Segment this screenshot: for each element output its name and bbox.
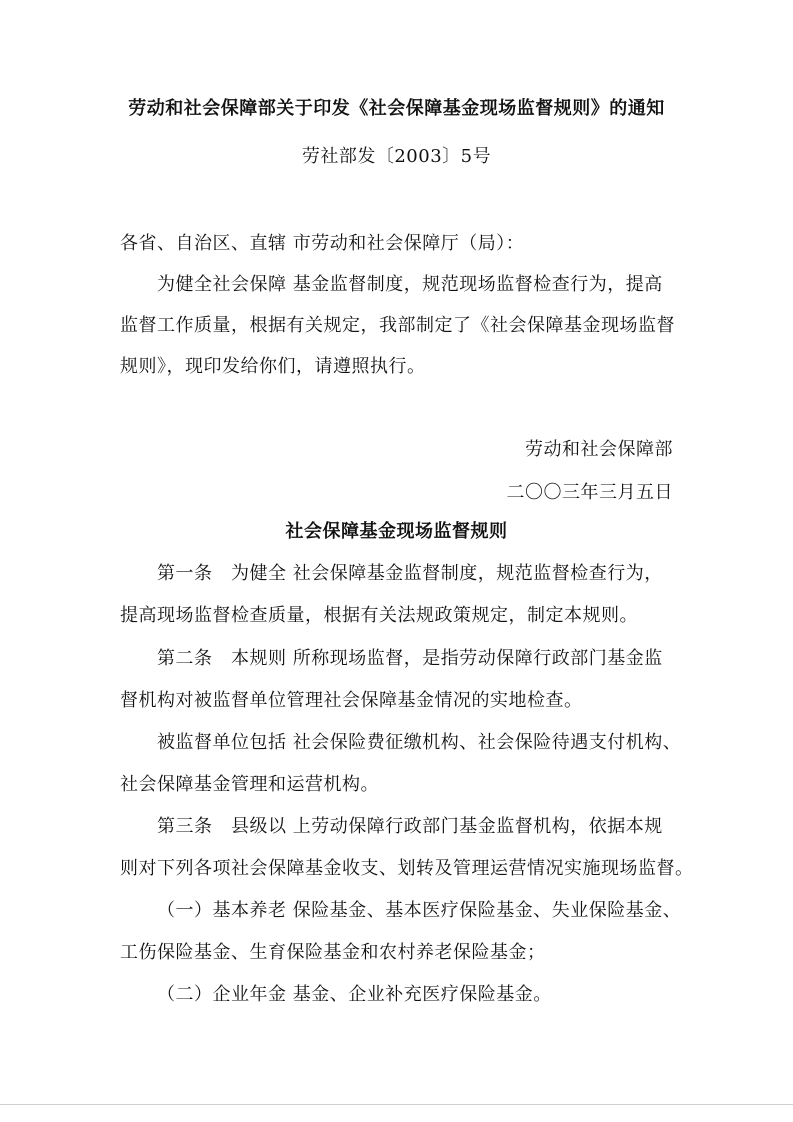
rule-line-1: 第一条 为健全 社会保障基金监督制度，规范监督检查行为， [157,563,663,584]
rule-line-7: 第三条 县级以 上劳动保障行政部门基金监督机构，依据本规 [157,816,663,837]
body-paragraph-line-2: 监督工作质量，根据有关规定，我部制定了《社会保障基金现场监督 [120,315,675,336]
page-bottom-divider [0,1104,793,1105]
rule-line-9: （一）基本养老 保险基金、基本医疗保险基金、失业保险基金、 [157,900,682,921]
rule-line-6: 社会保障基金管理和运营机构。 [120,774,379,795]
rule-line-5: 被监督单位包括 社会保险费征缴机构、社会保险待遇支付机构、 [157,732,682,753]
notice-title: 劳动和社会保障部关于印发《社会保障基金现场监督规则》的通知 [128,98,665,119]
body-paragraph-line-1: 为健全社会保障 基金监督制度，规范现场监督检查行为，提高 [157,274,663,295]
addressee: 各省、自治区、直辖 市劳动和社会保障厅（局）： [120,233,525,254]
rules-title: 社会保障基金现场监督规则 [285,521,508,542]
rule-line-2: 提高现场监督检查质量，根据有关法规政策规定，制定本规则。 [120,605,638,626]
rule-line-4: 督机构对被监督单位管理社会保障基金情况的实地检查。 [120,690,583,711]
rule-line-3: 第二条 本规则 所称现场监督，是指劳动保障行政部门基金监 [157,648,663,669]
rule-line-11: （二）企业年金 基金、企业补充医疗保险基金。 [157,984,552,1005]
rule-line-10: 工伤保险基金、生育保险基金和农村养老保险基金； [120,942,546,963]
issue-date: 二〇〇三年三月五日 [506,482,673,503]
document-number: 劳社部发〔2003〕5号 [301,146,492,167]
issuer-signature: 劳动和社会保障部 [525,439,673,460]
body-paragraph-line-3: 规则》，现印发给你们，请遵照执行。 [120,356,426,377]
rule-line-8: 则对下列各项社会保障基金收支、划转及管理运营情况实施现场监督。 [120,858,694,879]
